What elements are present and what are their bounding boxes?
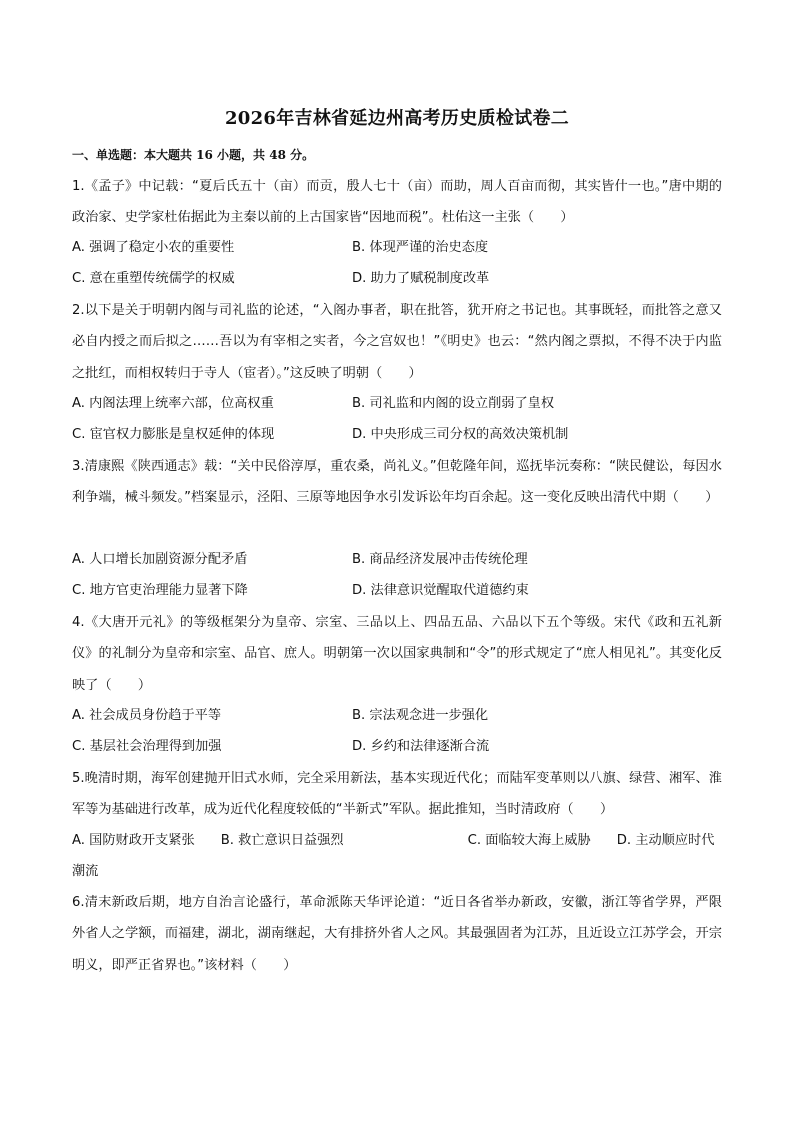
- question-3-options-row-1: [72, 544, 722, 575]
- question-2-option-d[interactable]: D. 中央形成三司分权的高效决策机制: [352, 427, 569, 442]
- question-4-option-a[interactable]: A. 社会成员身份趋于平等: [72, 708, 222, 723]
- question-3-options-row-2: [72, 575, 722, 606]
- question-1-options-row-2: [72, 263, 722, 294]
- question-5-option-d[interactable]: D. 主动顺应时代潮流: [72, 833, 715, 880]
- question-5-options: [72, 825, 722, 888]
- question-4-options-row-2: [72, 731, 722, 762]
- question-2-option-c[interactable]: C. 宦官权力膨胀是皇权延伸的体现: [72, 427, 275, 442]
- question-1-options-row-1: [72, 232, 722, 263]
- question-6-stem: 6.清末新政后期，地方自治言论盛行，革命派陈天华评论道：“近日各省举办新政，安徽，浙江等省学界，严限外省人之学额，而福建，湖北，湖南继起，大有排挤外省人之风。其最强固者为江苏，且近设立江苏学会，开宗明义，即严正省界也。”该材料（ ）: [72, 895, 722, 973]
- question-5-stem: 5.晚清时期，海军创建抛开旧式水师，完全采用新法，基本实现近代化；而陆军变革则以八旗、绿营、湘军、淮军等为基础进行改革，成为近代化程度较低的“半新式”军队。据此推知，当时清政府（ ）: [72, 771, 722, 818]
- exam-title: 2026年吉林省延边州高考历史质检试卷二: [224, 108, 570, 129]
- question-3-option-c[interactable]: C. 地方官吏治理能力显著下降: [72, 583, 248, 598]
- question-5-option-c[interactable]: C. 面临较大海上威胁: [467, 833, 591, 848]
- question-4-option-b[interactable]: B. 宗法观念进一步强化: [352, 708, 489, 723]
- question-3-stem: 3.清康熙《陕西通志》载：“关中民俗淳厚，重农桑，尚礼义。”但乾隆年间，巡抚毕沅奏称：“陕民健讼，每因水利争端，械斗频发。”档案显示，泾阳、三原等地因争水引发诉讼年均百余起。这一变化反映出清代中期（ ）: [72, 459, 722, 506]
- question-3-option-a[interactable]: A. 人口增长加剧资源分配矛盾: [72, 552, 248, 567]
- question-3-option-d[interactable]: D. 法律意识觉醒取代道德约束: [352, 583, 529, 598]
- question-3-option-b[interactable]: B. 商品经济发展冲击传统伦理: [352, 552, 528, 567]
- question-5-option-a[interactable]: A. 国防财政开支紧张: [72, 833, 195, 848]
- question-2-stem: 2.以下是关于明朝内阁与司礼监的论述，“入阁办事者，职在批答，犹开府之书记也。其事既轻，而批答之意又必自内授之而后拟之……吾以为有宰相之实者，今之宫奴也！”《明史》也云：“然内阁之票拟，不得不决于内监之批红，而相权转归于寺人（宦者）。”这反映了明朝（ ）: [72, 303, 722, 381]
- question-2-options-row-2: [72, 419, 722, 450]
- question-2-options-row-1: [72, 388, 722, 419]
- question-4-option-c[interactable]: C. 基层社会治理得到加强: [72, 739, 222, 754]
- question-1-option-b[interactable]: B. 体现严谨的治史态度: [352, 240, 489, 255]
- question-4-option-d[interactable]: D. 乡约和法律逐渐合流: [352, 739, 490, 754]
- section-heading: 一、单选题：本大题共 16 小题，共 48 分。: [72, 148, 315, 162]
- question-2-option-a[interactable]: A. 内阁法理上统率六部，位高权重: [72, 396, 274, 411]
- question-4-stem: 4.《大唐开元礼》的等级框架分为皇帝、宗室、三品以上、四品五品、六品以下五个等级。宋代《政和五礼新仪》的礼制分为皇帝和宗室、品官、庶人。明朝第一次以国家典制和“令”的形式规定了“庶人相见礼”。其变化反映了（ ）: [72, 615, 722, 693]
- question-1-option-a[interactable]: A. 强调了稳定小农的重要性: [72, 240, 235, 255]
- question-5-option-b[interactable]: B. 救亡意识日益强烈: [220, 833, 344, 848]
- question-1-stem: 1.《孟子》中记载：“夏后氏五十（亩）而贡，殷人七十（亩）而助，周人百亩而彻，其实皆什一也。”唐中期的政治家、史学家杜佑据此为主秦以前的上古国家皆“因地而税”。杜佑这一主张（ ）: [72, 179, 722, 226]
- question-4-options-row-1: [72, 700, 722, 731]
- question-1-option-d[interactable]: D. 助力了赋税制度改革: [352, 271, 490, 286]
- question-1-option-c[interactable]: C. 意在重塑传统儒学的权威: [72, 271, 235, 286]
- question-2-option-b[interactable]: B. 司礼监和内阁的设立削弱了皇权: [352, 396, 555, 411]
